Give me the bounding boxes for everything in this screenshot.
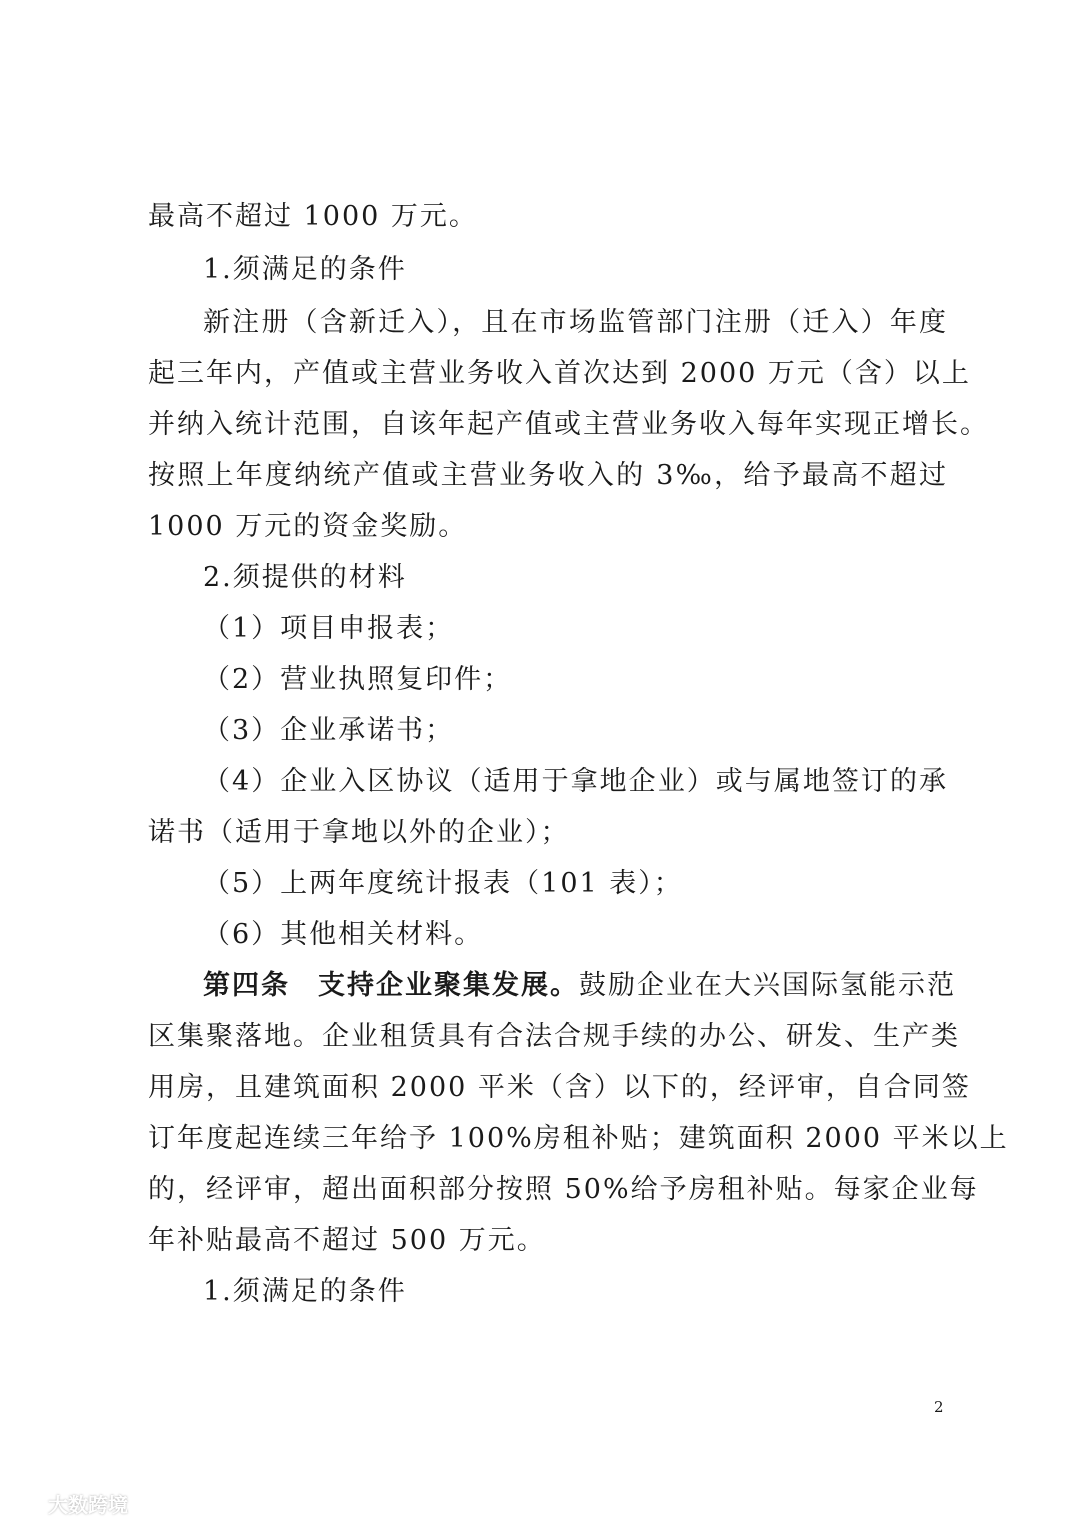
paragraph-line: 年补贴最高不超过 500 万元。 bbox=[148, 1225, 546, 1256]
section-heading: 2.须提供的材料 bbox=[203, 562, 407, 593]
paragraph-line: 起三年内，产值或主营业务收入首次达到 2000 万元（含）以上 bbox=[148, 358, 971, 389]
weibo-logo-icon bbox=[12, 1491, 42, 1515]
paragraph-line: 的，经评审，超出面积部分按照 50%给予房租补贴。每家企业每 bbox=[148, 1174, 979, 1205]
list-item: （5）上两年度统计报表（101 表）； bbox=[203, 868, 683, 899]
paragraph-line: 用房，且建筑面积 2000 平米（含）以下的，经评审，自合同签 bbox=[148, 1072, 971, 1103]
article-text: 鼓励企业在大兴国际氢能示范 bbox=[579, 970, 956, 1001]
paragraph-line: 订年度起连续三年给予 100%房租补贴；建筑面积 2000 平米以上 bbox=[148, 1123, 1009, 1154]
list-item: （2）营业执照复印件； bbox=[203, 664, 513, 695]
paragraph-line: 按照上年度纳统产值或主营业务收入的 3‰，给予最高不超过 bbox=[148, 460, 948, 491]
article-number: 第四条 bbox=[203, 970, 290, 1001]
article-line bbox=[203, 970, 956, 1002]
list-item: （6）其他相关材料。 bbox=[203, 919, 484, 950]
paragraph-line: 新注册（含新迁入），且在市场监管部门注册（迁入）年度 bbox=[203, 307, 948, 338]
watermark bbox=[12, 1490, 128, 1516]
paragraph-line: 最高不超过 1000 万元。 bbox=[148, 201, 478, 232]
section-heading: 1.须满足的条件 bbox=[203, 1276, 407, 1307]
section-heading: 1.须满足的条件 bbox=[203, 254, 407, 285]
paragraph-line: 并纳入统计范围，自该年起产值或主营业务收入每年实现正增长。 bbox=[148, 409, 989, 440]
list-item: （3）企业承诺书； bbox=[203, 715, 455, 746]
paragraph-line: 区集聚落地。企业租赁具有合法合规手续的办公、研发、生产类 bbox=[148, 1021, 960, 1052]
list-item-continuation: 诺书（适用于拿地以外的企业）； bbox=[148, 817, 570, 848]
watermark-text: 大数跨境 bbox=[48, 1492, 128, 1517]
list-item: （1）项目申报表； bbox=[203, 613, 455, 644]
page-number: 2 bbox=[934, 1398, 944, 1416]
list-item: （4）企业入区协议（适用于拿地企业）或与属地签订的承 bbox=[203, 766, 948, 797]
paragraph-line: 1000 万元的资金奖励。 bbox=[148, 511, 468, 542]
article-title: 支持企业聚集发展。 bbox=[318, 970, 579, 1001]
